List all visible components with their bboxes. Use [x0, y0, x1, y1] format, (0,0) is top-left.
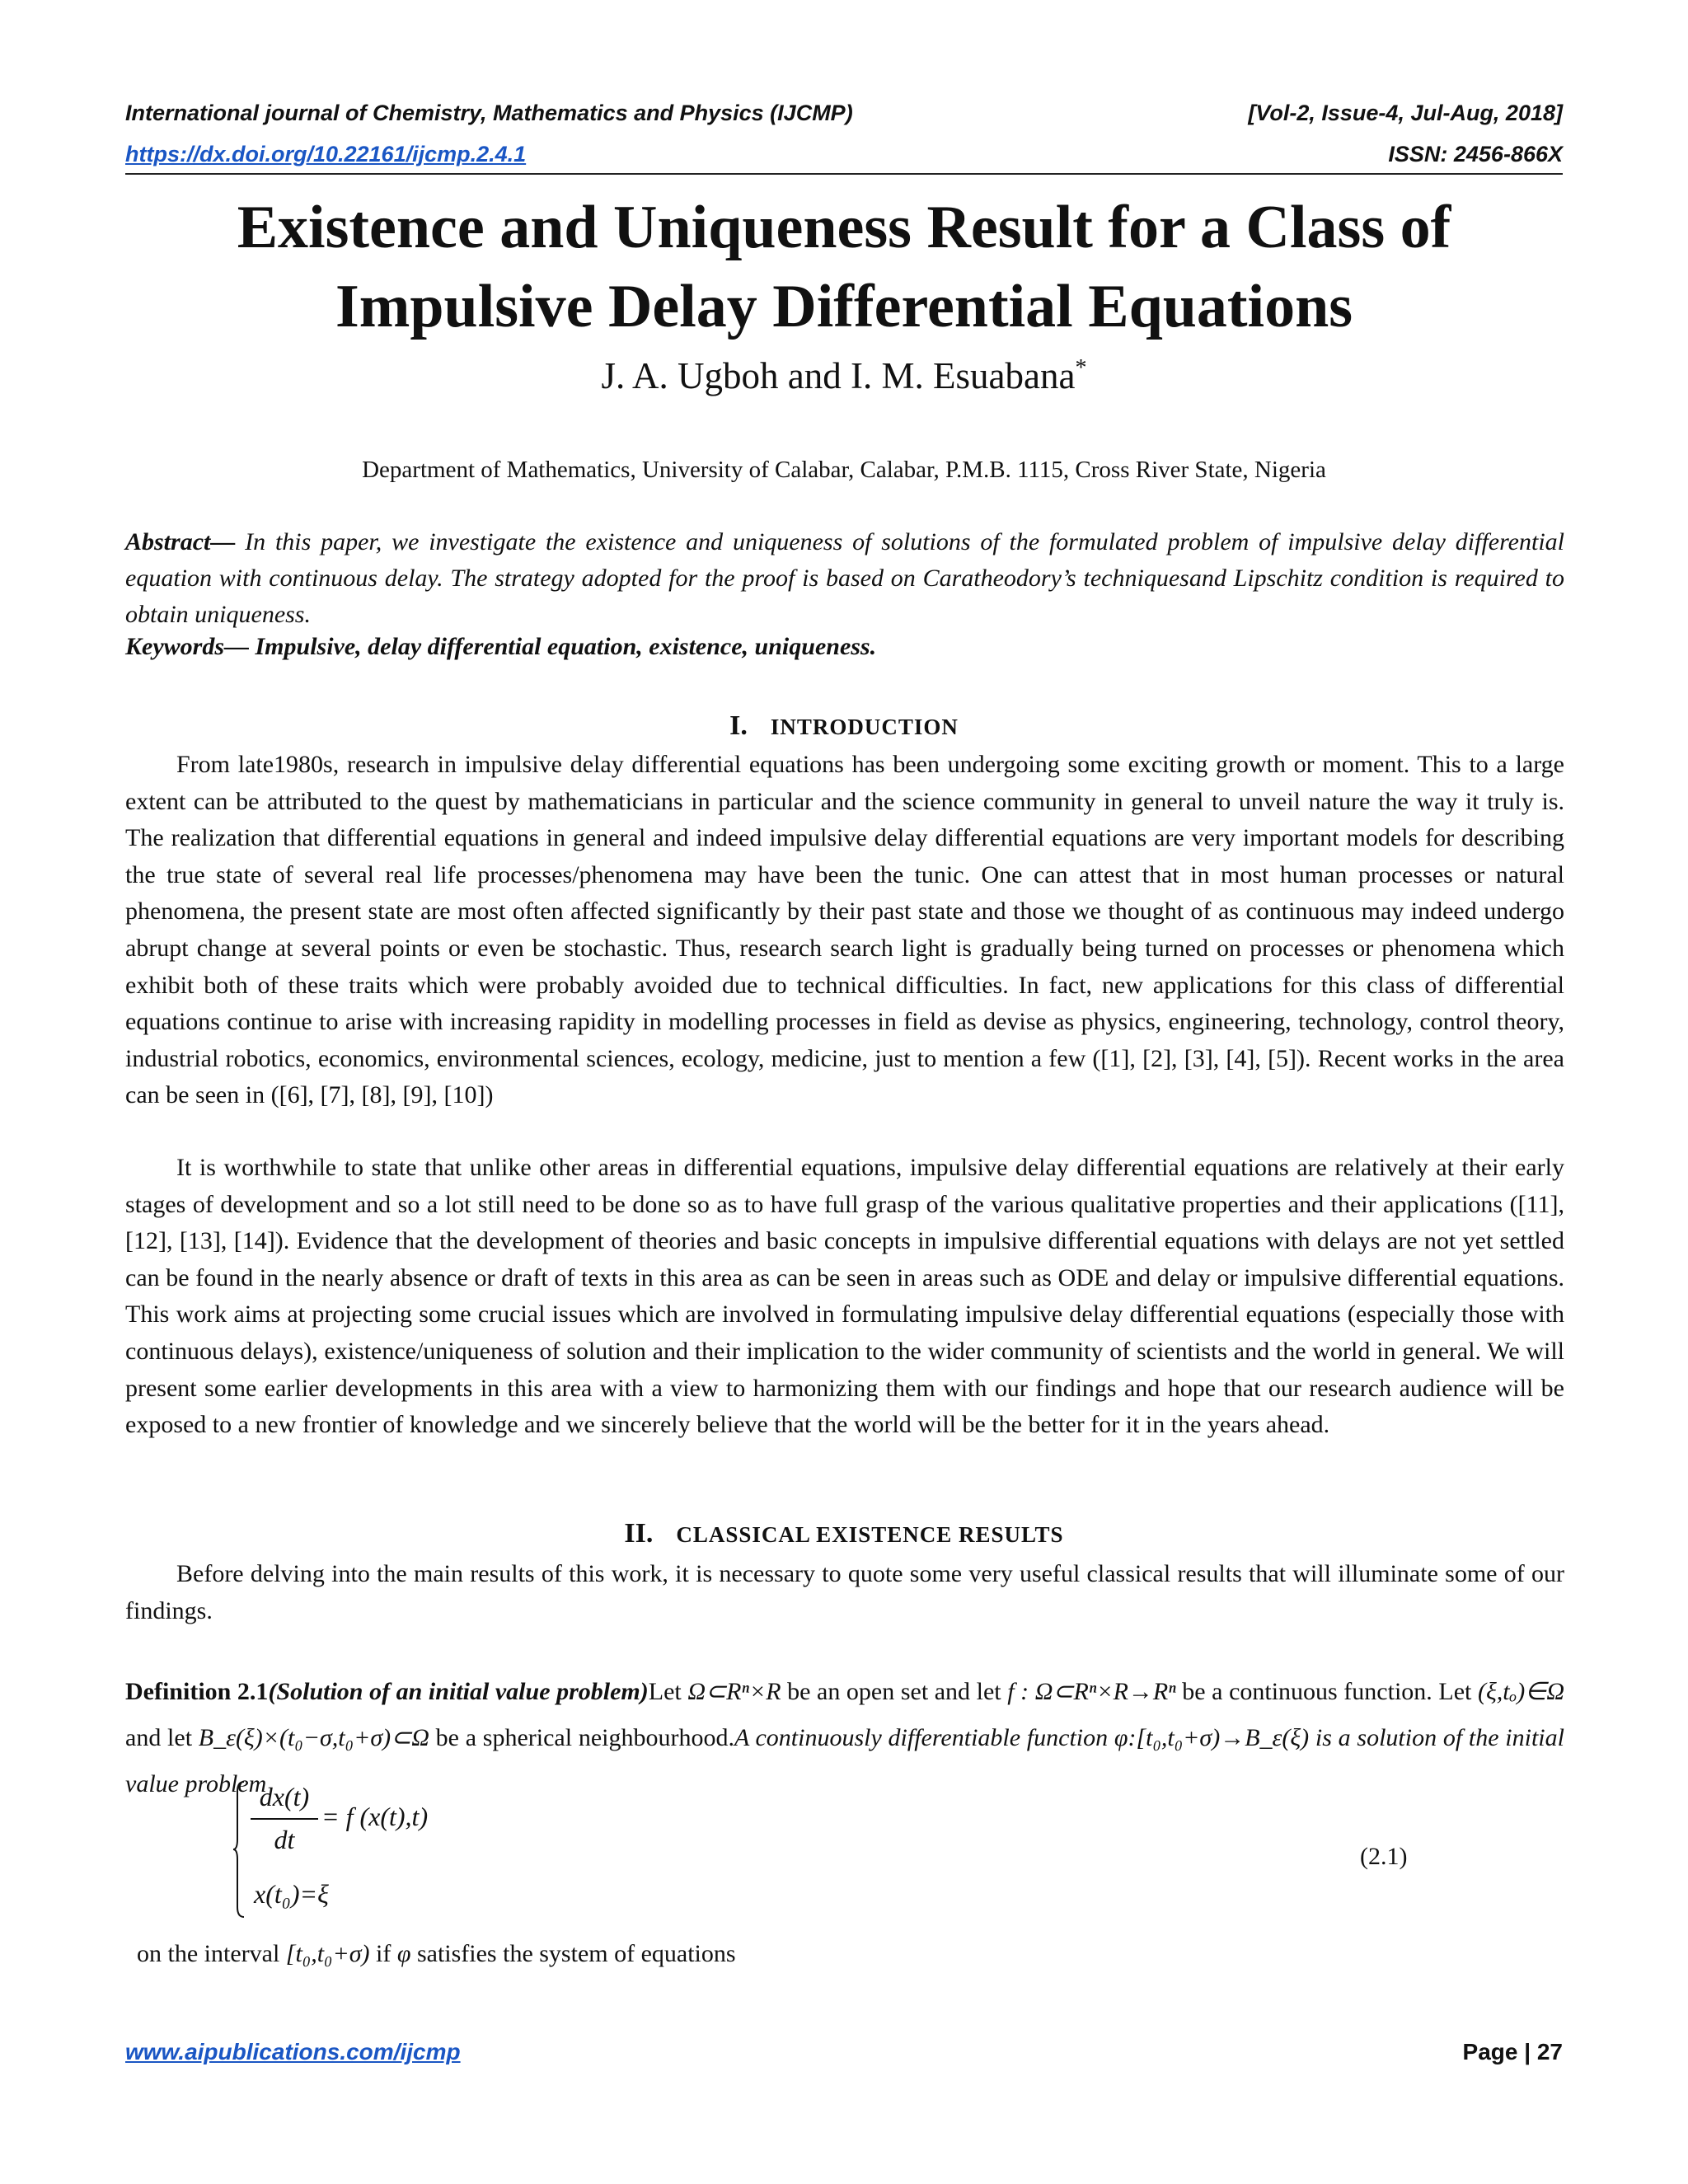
section-number: I.	[729, 710, 748, 741]
math-expression: f : Ω⊂Rⁿ×R→Rⁿ	[1007, 1678, 1176, 1705]
interval-text: if	[369, 1940, 397, 1967]
footer-url[interactable]: www.aipublications.com/ijcmp	[125, 2039, 461, 2064]
title-line-1: Existence and Uniqueness Result for a Class of	[237, 194, 1451, 261]
definition-text: be a spherical neighbourhood.	[429, 1724, 734, 1751]
paper-title	[82, 188, 1606, 346]
section-heading-introduction	[0, 710, 1688, 742]
issn: ISSN: 2456-866X	[1388, 142, 1563, 166]
running-header-journal	[125, 101, 1563, 126]
fraction-denominator: dt	[274, 1825, 295, 1854]
math-expression: Ω⊂Rⁿ×R	[687, 1678, 781, 1705]
left-brace	[232, 1780, 246, 1919]
keywords: Keywords— Impulsive, delay differential equation, existence, uniqueness.	[125, 633, 877, 660]
equation-rhs: = f (x(t),t)	[321, 1802, 429, 1831]
math-expression: φ:[t₀,t₀+σ)→B_ε(ξ)	[1114, 1724, 1310, 1751]
running-header-doi	[125, 142, 1563, 167]
definition-text: be an open set and let	[781, 1678, 1008, 1705]
definition-text: Let	[648, 1678, 688, 1705]
abstract	[125, 524, 1564, 633]
definition-text: and let	[125, 1724, 199, 1751]
page-number: Page | 27	[1462, 2039, 1563, 2064]
paragraph: From late1980s, research in impulsive delay differential equations has been undergoing some exciting growth or moment. This to a large extent can be attributed to the quest by mathematicians in particular and the science community in general to unveil nature the way it truly is. The realization that differential equations in general and indeed impulsive delay differential equations are very important models for describing the true state of several real life processes/phenomena may have been the tunic. One can attest that in most human processes or natural phenomena, the present state are most often affected significantly by their past state and those we thought of as continuous may indeed undergo abrupt change at several points or even be stochastic. Thus, research search light is gradually being turned on processes or phenomena which exhibit both of these traits which were probably avoided due to technical difficulties. In fact, new applications for this class of differential equations continue to arise with increasing rapidity in modelling processes in field as devise as physics, engineering, technology, control theory, industrial robotics, economics, environmental sciences, ecology, medicine, just to mention a few ([1], [2], [3], [4], [5]). Recent works in the area can be seen in ([6], [7], [8], [9], [10])	[125, 751, 1564, 1109]
definition-name: (Solution of an initial value problem)	[268, 1678, 649, 1705]
equation-2-1	[232, 1780, 513, 1920]
journal-name: International journal of Chemistry, Mathematics and Physics (IJCMP)	[125, 101, 853, 125]
corresponding-author-mark: *	[1075, 355, 1087, 381]
definition-text: be a continuous function. Let	[1175, 1678, 1478, 1705]
definition-italic-text: is a solution of the initial value problem	[125, 1724, 1564, 1797]
initial-condition: x(t₀)=ξ	[254, 1879, 329, 1909]
title-line-2: Impulsive Delay Differential Equations	[335, 273, 1353, 340]
doi-link[interactable]: https://dx.doi.org/10.22161/ijcmp.2.4.1	[125, 142, 527, 166]
volume-issue: [Vol-2, Issue-4, Jul-Aug, 2018]	[1248, 101, 1563, 125]
author-names: J. A. Ugboh and I. M. Esuabana	[601, 355, 1076, 396]
math-expression: B_ε(ξ)×(t₀−σ,t₀+σ)⊂Ω	[198, 1724, 429, 1751]
section-heading-classical-existence	[0, 1518, 1688, 1549]
abstract-text: In this paper, we investigate the existence and uniqueness of solutions of the formulated problem of impulsive delay differential equation with continuous delay. The strategy adopted for the proof is based on Caratheodory’s techniquesand Lipschitz condition is required to obtain uniqueness.	[125, 528, 1564, 628]
definition-label: Definition 2.1	[125, 1678, 269, 1705]
math-expression: φ	[396, 1940, 411, 1967]
paragraph: Before delving into the main results of this work, it is necessary to quote some very useful classical results that will illuminate some of our findings.	[125, 1560, 1564, 1624]
fraction-numerator: dx(t)	[259, 1782, 310, 1811]
paragraph: It is worthwhile to state that unlike other areas in differential equations, impulsive delay differential equations are relatively at their early stages of development and so a lot still need to be done so as to have full grasp of the various qualitative properties and their applications ([11], [12], [13], [14]). Evidence that the development of theories and basic concepts in impulsive differential equations with delays are not yet settled can be found in the nearly absence or draft of texts in this area as can be seen in areas such as ODE and delay or impulsive differential equations. This work aims at projecting some crucial issues which are involved in formulating impulsive delay differential equations (especially those with continuous delays), existence/uniqueness of solution and their implication to the wider community of scientists and the world in general. We will present some earlier developments in this area with a view to harmonizing them with our findings and hope that our research audience will be exposed to a new frontier of knowledge and we sincerely believe that the world will be the better for it in the years ahead.	[125, 1154, 1564, 1439]
math-expression: (ξ,tₒ)∈Ω	[1477, 1678, 1565, 1705]
header-divider	[125, 173, 1563, 175]
section-title: CLASSICAL EXISTENCE RESULTS	[676, 1522, 1064, 1547]
authors	[0, 354, 1688, 397]
fraction-bar	[251, 1818, 318, 1820]
affiliation: Department of Mathematics, University of Calabar, Calabar, P.M.B. 1115, Cross River State, Nigeria	[362, 457, 1326, 483]
section-number: II.	[624, 1518, 654, 1549]
interval-text: satisfies the system of equations	[410, 1940, 736, 1967]
interval-line	[137, 1940, 736, 1968]
definition-italic-text: A continuously differentiable function	[734, 1724, 1114, 1751]
interval-text: on the interval	[137, 1940, 286, 1967]
section-title: INTRODUCTION	[770, 715, 959, 739]
abstract-label: Abstract—	[125, 528, 236, 555]
math-expression: [t₀,t₀+σ)	[285, 1940, 370, 1967]
equation-number: (2.1)	[1360, 1843, 1408, 1870]
